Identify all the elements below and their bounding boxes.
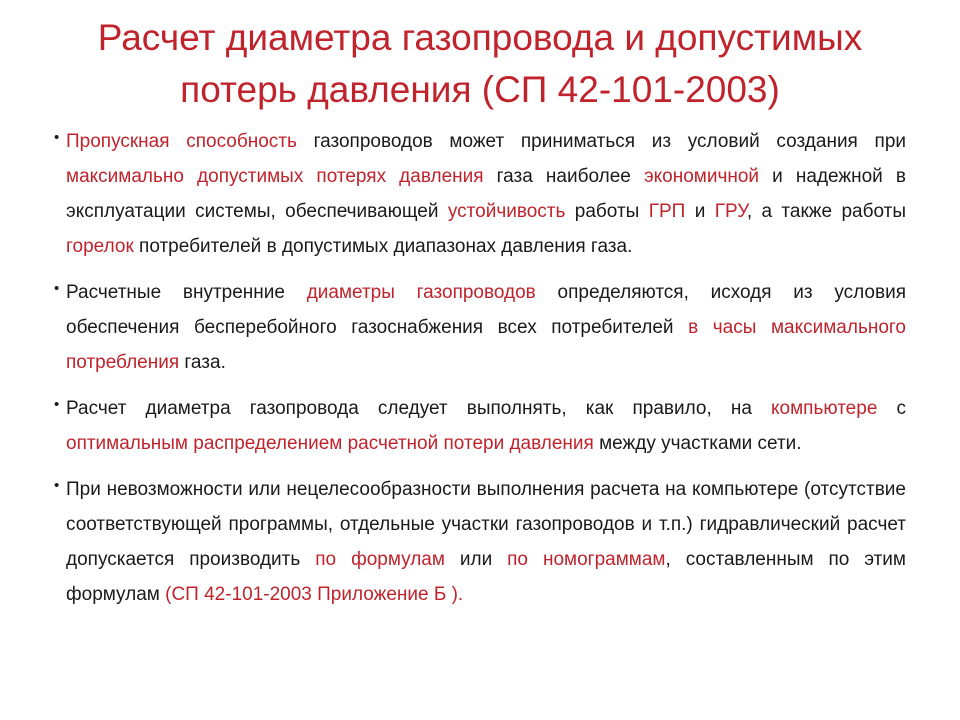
highlighted-term: (СП 42-101-2003 Приложение Б ). [165, 584, 464, 605]
highlighted-term: по формулам [315, 549, 445, 570]
bullet-text: потребителей в допустимых диапазонах давления газа. [133, 236, 633, 257]
highlighted-term: по номограммам [507, 549, 666, 570]
bullet-text: Расчетные внутренние [66, 282, 307, 303]
highlighted-term: ГРП [648, 201, 686, 222]
bullet-list [54, 124, 906, 623]
bullet-item [54, 275, 906, 380]
bullet-item [54, 124, 906, 264]
highlighted-term: Пропускная способность [66, 131, 297, 152]
bullet-text: между участками сети. [593, 433, 802, 454]
slide-title-line-1: Расчет диаметра газопровода и допустимых [97, 17, 863, 58]
slide-title-line-2: потерь давления (СП 42-101-2003) [180, 69, 780, 110]
highlighted-term: максимально допустимых потерях давления [66, 166, 484, 187]
highlighted-term: компьютере [771, 398, 878, 419]
bullet-text: газа. [179, 352, 226, 373]
bullet-marker: • [54, 396, 60, 413]
highlighted-term: ГРУ [714, 201, 747, 222]
bullet-text: определяются, исходя из условия обеспечения бесперебойного газоснабжения всех потребителей [66, 282, 906, 338]
bullet-text: газа наиболее [483, 166, 644, 187]
bullet-marker: • [54, 129, 60, 146]
bullet-text: с [877, 398, 906, 419]
highlighted-term: горелок [66, 236, 134, 257]
bullet-text: и [685, 201, 715, 222]
bullet-text: газопроводов может приниматься из условий создания при [296, 131, 907, 152]
slide-title [40, 12, 920, 116]
bullet-item [54, 391, 906, 461]
bullet-text: , составленным по этим формулам [66, 549, 906, 605]
bullet-text: Расчет диаметра газопровода следует выполнять, как правило, на [66, 398, 772, 419]
bullet-text: или [444, 549, 508, 570]
highlighted-term: диаметры газопроводов [306, 282, 536, 303]
highlighted-term: в часы максимального потребления [66, 317, 907, 373]
highlighted-term: экономичной [643, 166, 760, 187]
bullet-marker: • [54, 280, 60, 297]
bullet-text: , а также работы [746, 201, 906, 222]
bullet-text: и надежной в эксплуатации системы, обеспечивающей [66, 166, 906, 222]
highlighted-term: устойчивость [447, 201, 566, 222]
bullet-item [54, 472, 906, 612]
bullet-marker: • [54, 477, 60, 494]
bullet-text: При невозможности или нецелесообразности выполнения расчета на компьютере (отсутствие соответствующей программы, отдельные участки газопроводов и т.п.) гидравлический расчет допускается производить [66, 479, 906, 570]
highlighted-term: оптимальным распределением расчетной потери давления [66, 433, 594, 454]
bullet-text: работы [565, 201, 649, 222]
